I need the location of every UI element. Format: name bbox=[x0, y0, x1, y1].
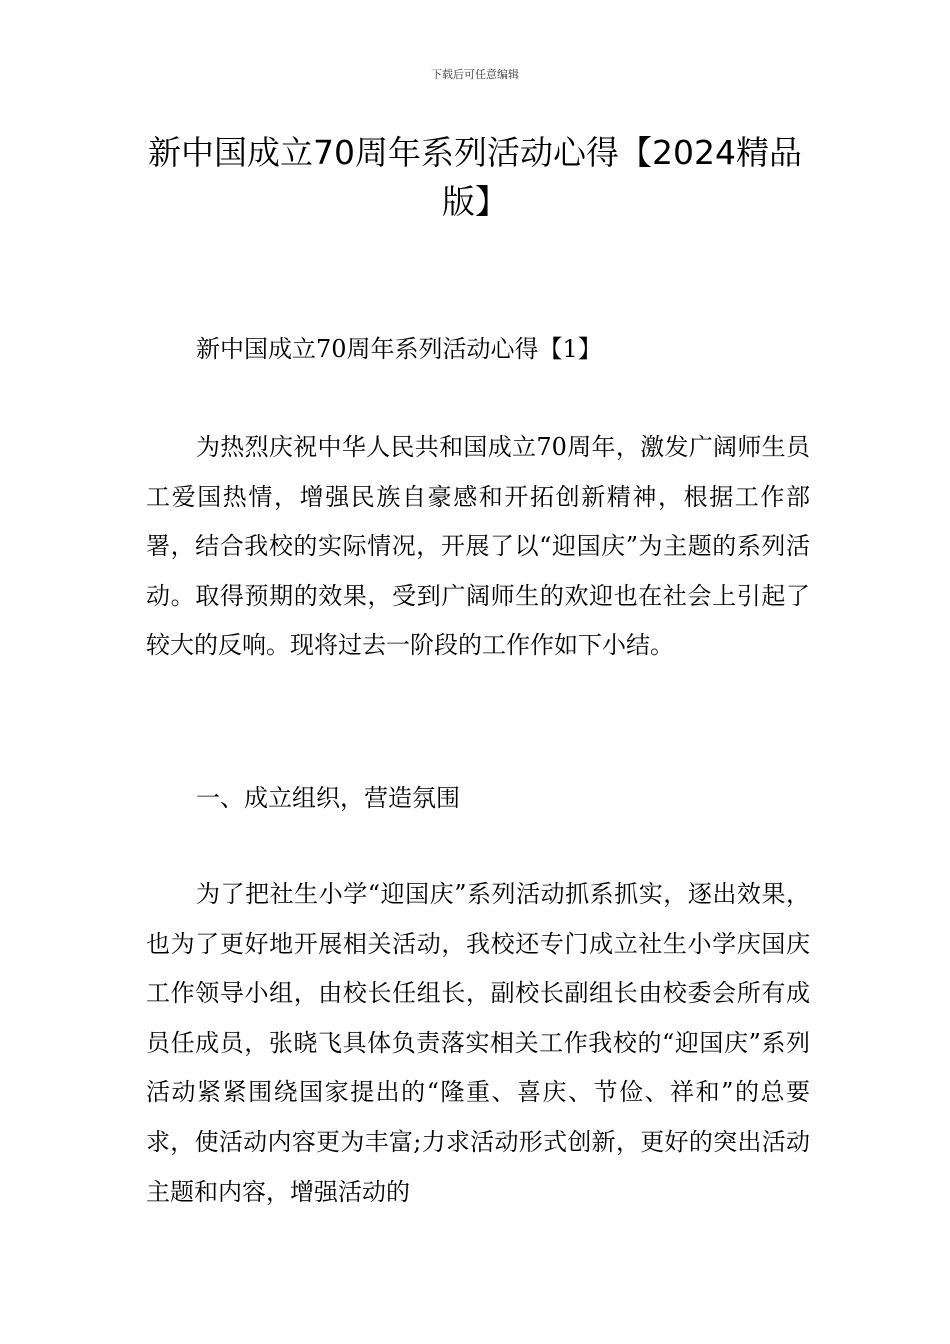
header-note: 下载后可任意编辑 bbox=[431, 68, 519, 81]
section-heading-1: 一、成立组织，营造氛围 bbox=[196, 784, 460, 812]
sub-heading: 新中国成立70周年系列活动心得【1】 bbox=[196, 335, 602, 363]
paragraph-section-1: 为了把社生小学“迎国庆”系列活动抓系抓实，逐出效果，也为了更好地开展相关活动，我校还专门成立社生小学庆国庆工作领导小组，由校长任组长，副校长副组长由校委会所有成员任成员，张晓飞具体负责落实相关工作我校的“迎国庆”系列活动紧紧围绕国家提出的“隆重、喜庆、节俭、祥和”的总要求，使活动内容更为丰富;力求活动形式创新，更好的突出活动主题和内容，增强活动的 bbox=[146, 880, 810, 1206]
document-title: 新中国成立70周年系列活动心得【2024精品版】 bbox=[148, 133, 802, 221]
paragraph-intro: 为热烈庆祝中华人民共和国成立70周年，激发广阔师生员工爱国热情，增强民族自豪感和开拓创新精神，根据工作部署，结合我校的实际情况，开展了以“迎国庆”为主题的系列活动。取得预期的效果，受到广阔师生的欢迎也在社会上引起了较大的反响。现将过去一阶段的工作作如下小结。 bbox=[146, 433, 810, 660]
